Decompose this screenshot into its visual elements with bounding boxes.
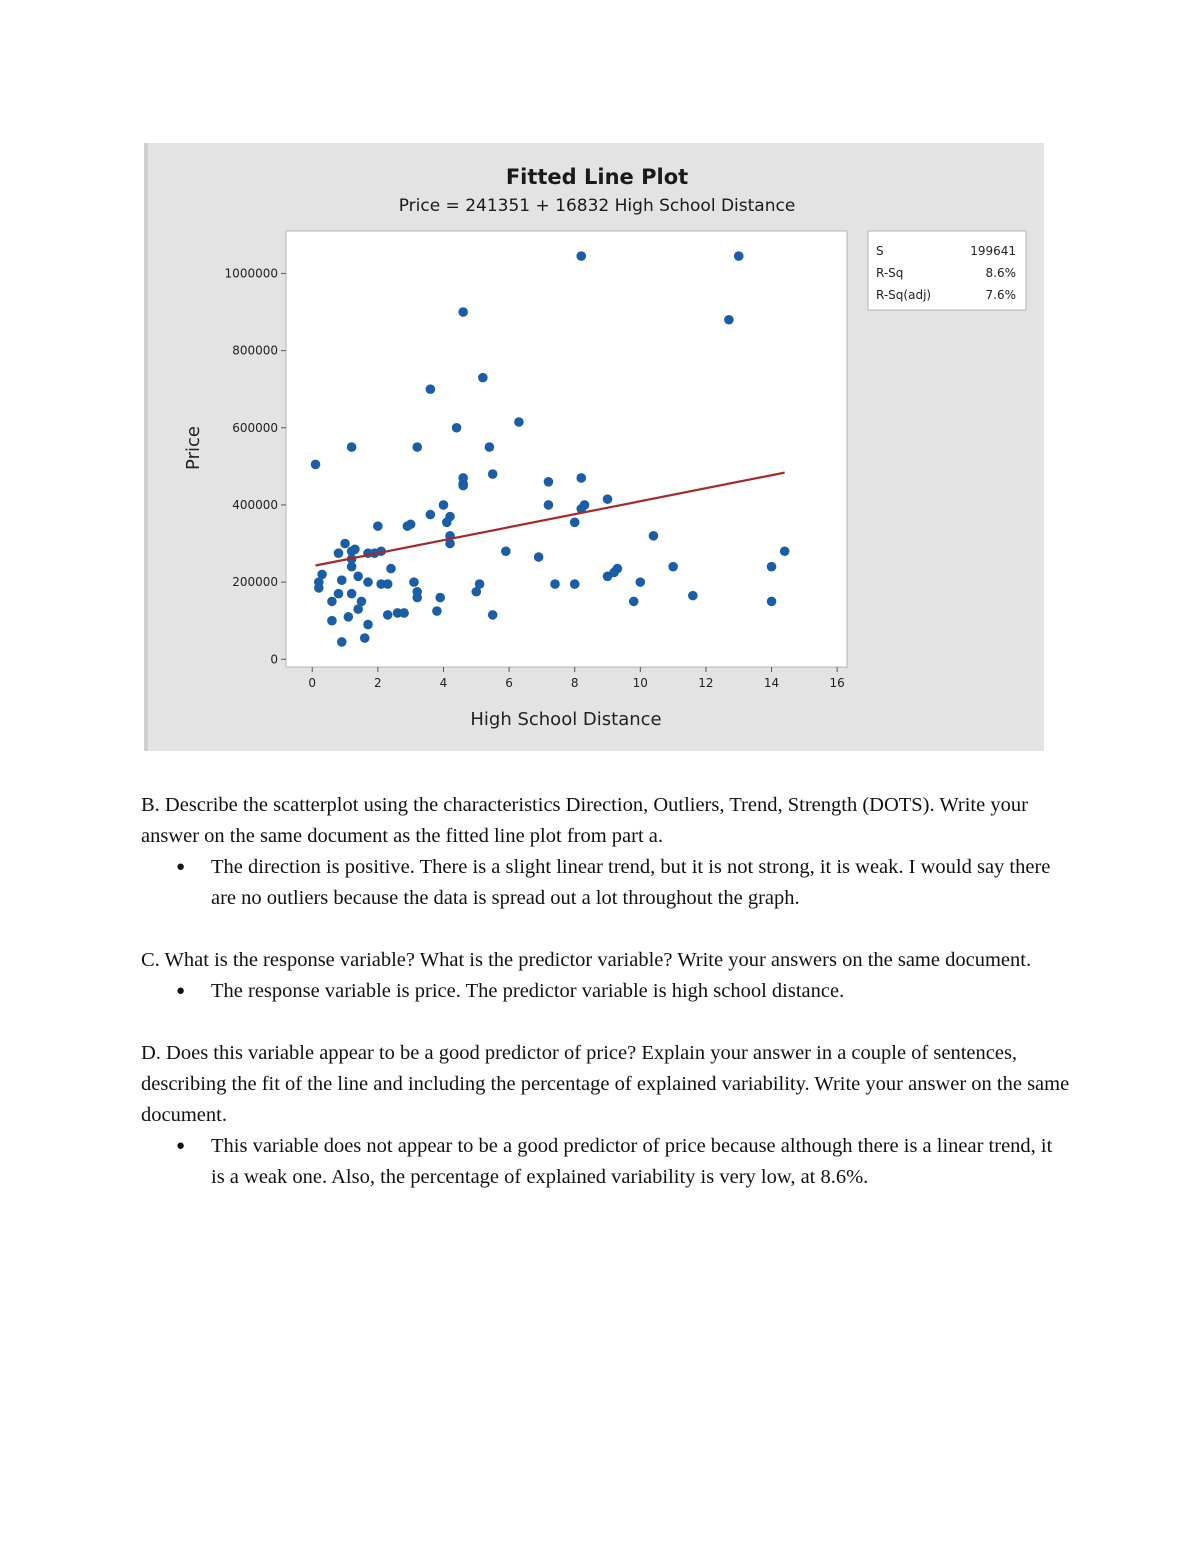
data-point [544,500,554,510]
data-point [458,481,468,491]
answer-c: ● The response variable is price. The predictor variable is high school distance. [211,976,1071,1007]
y-tick-label: 1000000 [224,266,278,281]
data-point [488,610,498,620]
data-point [412,593,422,603]
data-point [475,579,485,589]
chart-subtitle: Price = 241351 + 16832 High School Distance [398,196,796,216]
data-point [501,546,511,556]
data-point [550,579,560,589]
data-point [668,562,678,572]
chart-title: Fitted Line Plot [505,165,689,189]
data-point [734,251,744,261]
x-tick-label: 8 [570,676,579,690]
x-tick-label: 6 [505,676,513,690]
y-tick-label: 600000 [232,420,278,435]
data-point [383,610,393,620]
fitted-line-plot [144,143,1044,751]
data-point [724,315,734,325]
data-point [580,500,590,510]
data-point [603,494,613,504]
data-point [570,579,580,589]
stat-value: 8.6% [985,266,1016,280]
x-tick-label: 4 [439,676,448,690]
y-tick-label: 200000 [232,575,278,590]
data-point [426,384,436,394]
stat-value: 7.6% [985,288,1016,302]
y-tick-label: 400000 [232,497,278,512]
answer-list-d [141,1131,1071,1193]
data-point [363,577,373,587]
y-axis-label: Price [183,426,204,470]
data-point [445,512,455,522]
answer-d: ● This variable does not appear to be a good predictor of price because although there is a linear trend, it is a weak one. Also, the percentage of explained variability is very low, at 8.6%. [211,1131,1071,1193]
data-point [340,539,350,549]
question-d: D. Does this variable appear to be a good predictor of price? Explain your answer in a couple of sentences, describing the fit of the line and including the percentage of explained variability. Write your answer on the same document. [141,1042,1070,1126]
answer-list-b [141,852,1071,914]
spacer [141,914,1071,945]
data-point [613,564,623,574]
data-point [544,477,554,487]
data-point [426,510,436,520]
data-point [327,597,337,607]
data-point [334,589,344,599]
data-point [337,637,347,647]
answer-b: ● The direction is positive. There is a slight linear trend, but it is not strong, it is weak. I would say there are no outliers because the data is spread out a lot throughout the graph. [211,852,1071,914]
data-point [767,597,777,607]
data-point [780,546,790,556]
question-c: C. What is the response variable? What is the predictor variable? Write your answers on the same document. [141,949,1032,971]
data-point [636,577,646,587]
data-point [458,307,468,317]
data-point [570,518,580,528]
question-b: B. Describe the scatterplot using the characteristics Direction, Outliers, Trend, Strength (DOTS). Write your answer on the same document as the fitted line plot from part a. [141,794,1028,847]
data-point [383,579,393,589]
data-point [576,251,586,261]
chart-svg [144,143,1044,751]
data-point [488,469,498,479]
data-point [347,442,357,452]
x-tick-label: 12 [698,676,714,690]
spacer [141,1007,1071,1038]
data-point [534,552,544,562]
data-point [373,521,383,531]
data-point [412,442,422,452]
x-tick-label: 10 [632,676,648,690]
y-tick-label: 800000 [232,343,278,358]
answer-list-c [141,976,1071,1007]
data-point [353,572,363,582]
data-point [334,548,344,558]
data-point [432,606,442,616]
y-tick-label: 0 [270,652,278,667]
data-point [311,460,321,470]
data-point [347,589,357,599]
data-point [439,500,449,510]
data-point [629,597,639,607]
document-text [141,790,1071,1193]
data-point [363,620,373,630]
x-tick-label: 14 [763,676,780,690]
chart-frame-edge [144,143,148,751]
data-point [327,616,337,626]
data-point [435,593,445,603]
data-point [406,519,416,529]
data-point [337,575,347,585]
data-point [386,564,396,574]
data-point [350,545,360,555]
x-tick-label: 2 [374,676,382,690]
data-point [452,423,462,433]
plot-area [286,231,847,667]
data-point [314,583,324,593]
data-point [688,591,698,601]
data-point [344,612,354,622]
stat-value: 199641 [970,244,1016,258]
data-point [576,473,586,483]
stat-label: S [876,244,884,258]
data-point [478,373,488,383]
data-point [514,417,524,427]
data-point [767,562,777,572]
data-point [649,531,659,541]
data-point [357,597,367,607]
x-tick-label: 16 [829,676,845,690]
data-point [485,442,495,452]
x-tick-label: 0 [308,676,317,690]
data-point [409,577,419,587]
stat-label: R-Sq(adj) [876,288,932,302]
stat-label: R-Sq [876,266,904,280]
data-point [347,562,357,572]
data-point [317,570,327,580]
x-axis-label: High School Distance [470,709,662,730]
data-point [360,633,370,643]
data-point [399,608,409,618]
